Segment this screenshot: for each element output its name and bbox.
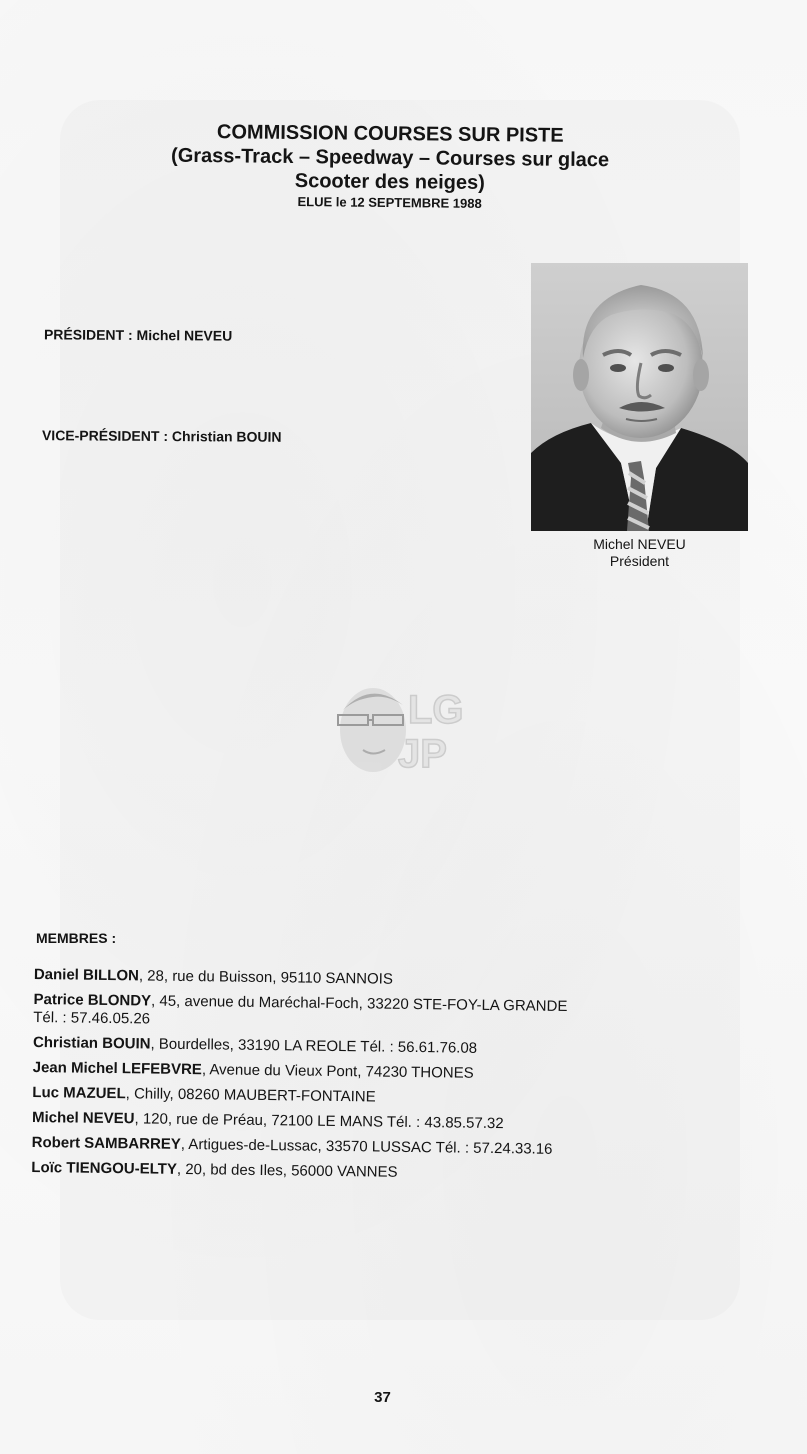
member-name: Michel NEVEU — [31, 1108, 135, 1128]
member-entry — [33, 1034, 723, 1061]
member-name: Daniel BILLON — [33, 966, 140, 985]
member-name: Loïc TIENGOU-ELTY — [31, 1158, 178, 1178]
member-entry — [31, 1159, 721, 1186]
watermark-text-1: LG — [408, 688, 464, 732]
member-name: Jean Michel LEFEBVRE — [32, 1058, 202, 1079]
watermark-text-2: JP — [398, 732, 447, 776]
member-details: , 45, avenue du Maréchal-Foch, 33220 STE-FOY-LA GRANDE — [150, 992, 568, 1015]
members-title: MEMBRES : — [36, 930, 117, 946]
caption-name: Michel NEVEU — [593, 536, 686, 552]
commission-title: COMMISSION COURSES SUR PISTE — [216, 121, 564, 147]
member-entry — [32, 1084, 722, 1111]
watermark-logo — [333, 675, 483, 785]
member-name: Robert SAMBARREY — [31, 1133, 181, 1153]
member-entry — [32, 1134, 722, 1161]
members-list — [31, 966, 724, 1193]
caption-role: Président — [609, 553, 670, 569]
photo-caption — [531, 536, 748, 570]
vice-president-line: VICE-PRÉSIDENT : Christian BOUIN — [41, 427, 282, 445]
president-line: PRÉSIDENT : Michel NEVEU — [43, 326, 233, 344]
watermark-graphic — [333, 675, 483, 785]
member-details: , Avenue du Vieux Pont, 74230 THONES — [201, 1061, 474, 1082]
page-number: 37 — [374, 1389, 391, 1406]
member-name: Christian BOUIN — [32, 1033, 151, 1053]
member-details: , Artigues-de-Lussac, 33570 LUSSAC Tél. : 57.24.33.16 — [180, 1135, 553, 1158]
portrait-illustration — [531, 263, 748, 531]
member-details: , 28, rue du Buisson, 95110 SANNOIS — [138, 967, 394, 988]
member-details: , 20, bd des Iles, 56000 VANNES — [176, 1160, 398, 1181]
member-entry — [33, 1059, 723, 1086]
member-details: , 120, rue de Préau, 72100 LE MANS Tél. : 43.85.57.32 — [134, 1110, 504, 1133]
commission-subtitle-line2: Scooter des neiges) — [294, 170, 485, 194]
member-entry — [33, 991, 723, 1036]
member-name: Luc MAZUEL — [32, 1083, 126, 1103]
member-details: , Bourdelles, 33190 LA REOLE Tél. : 56.61.76.08 — [150, 1035, 478, 1057]
member-name: Patrice BLONDY — [33, 990, 152, 1010]
commission-subtitle-line1: (Grass-Track – Speedway – Courses sur glace — [170, 144, 610, 172]
member-entry — [32, 1109, 722, 1136]
president-photo — [531, 263, 748, 531]
member-details: , Chilly, 08260 MAUBERT-FONTAINE — [125, 1085, 376, 1106]
member-phone: Tél. : 57.46.05.26 — [33, 1008, 151, 1028]
document-header — [140, 119, 641, 213]
election-date: ELUE le 12 SEPTEMBRE 1988 — [297, 194, 482, 211]
